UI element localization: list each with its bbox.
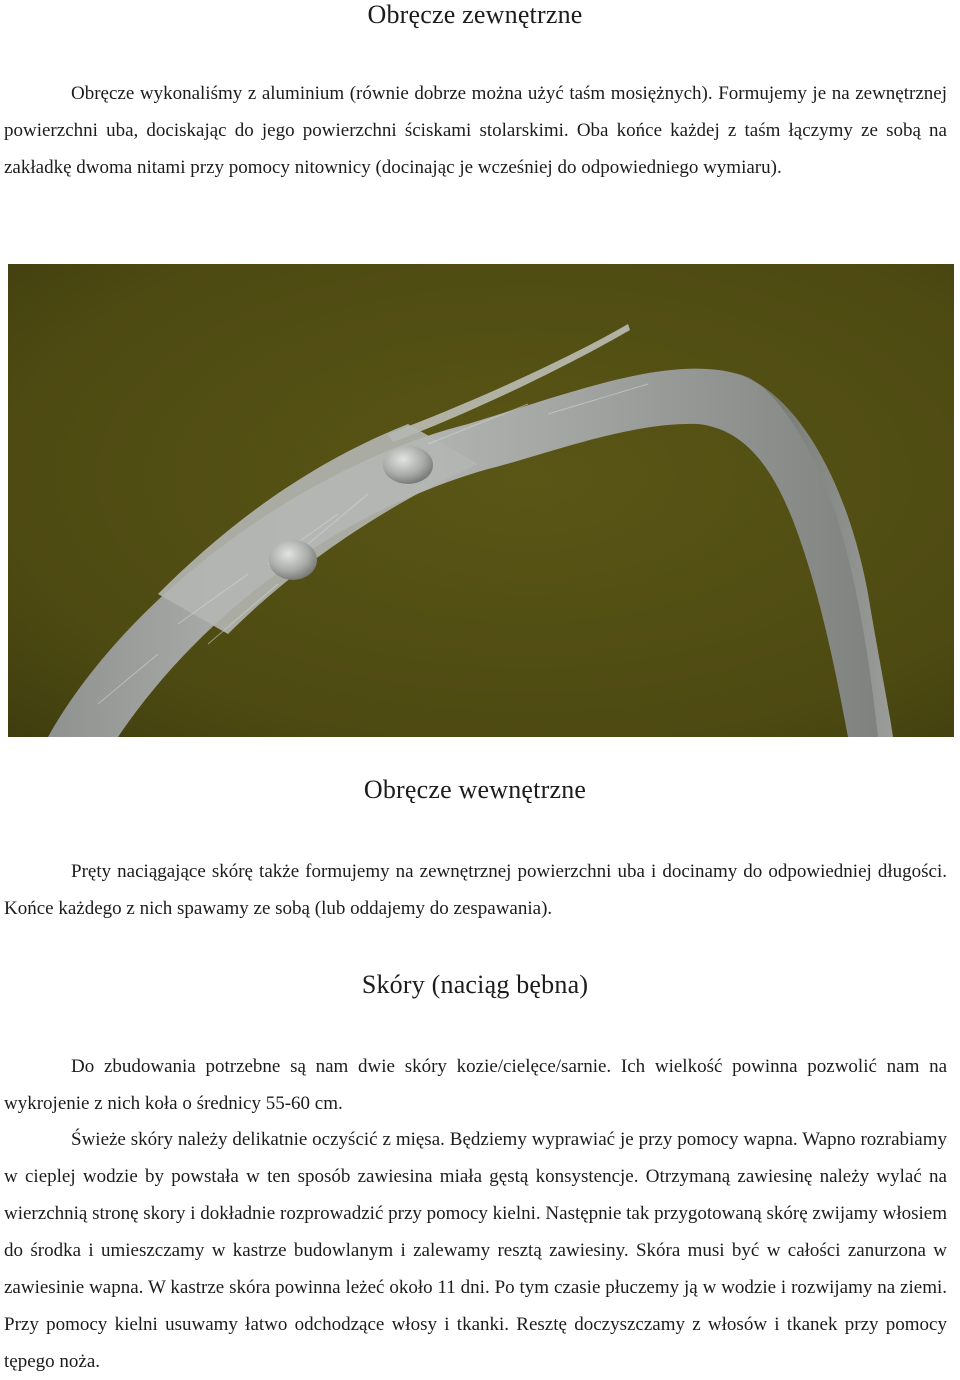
heading-outer-hoops: Obręcze zewnętrzne <box>367 0 583 29</box>
paragraph-inner-hoops-text: Pręty naciągające skórę także formujemy na zewnętrznej powierzchni uba i docinamy do odpowiedniej długości. Końce każdego z nich spawamy ze sobą (lub oddajemy do zespawania). <box>4 861 947 919</box>
paragraph-skins-1 <box>4 1048 947 1122</box>
paragraph-skins-2-text: Świeże skóry należy delikatnie oczyścić z mięsa. Będziemy wyprawiać je przy pomocy wapna. Wapno rozrabiamy w cieplej wodzie by powstała w ten sposób zawiesina miała gęstą konsystencje. Otrzymaną zawiesinę należy wylać na wierzchnią stronę skory i dokładnie rozprowadzić przy pomocy kielni. Następnie tak przygotowaną skórę zwijamy włosiem do środka i umieszczamy w kastrze budowlanym i zalewamy resztą zawiesiny. Skóra musi być w całości zanurzona w zawiesinie wapna. W kastrze skóra powinna leżeć około 11 dni. Po tym czasie płuczemy ją w wodzie i rozwijamy na ziemi. Przy pomocy kielni usuwamy łatwo odchodzące włosy i tkanki. Resztę doczyszczamy z włosów i tkanek przy pomocy tępego noża. <box>4 1129 947 1372</box>
paragraph-outer-hoops <box>4 75 947 186</box>
heading-skins: Skóry (naciąg bębna) <box>361 970 589 999</box>
heading-inner-hoops: Obręcze wewnętrzne <box>363 775 587 804</box>
paragraph-skins-2 <box>4 1121 947 1380</box>
paragraph-skins-1-text: Do zbudowania potrzebne są nam dwie skóry kozie/cielęce/sarnie. Ich wielkość powinna pozwolić nam na wykrojenie z nich koła o średnicy 55-60 cm. <box>4 1056 947 1114</box>
paragraph-outer-hoops-text: Obręcze wykonaliśmy z aluminium (równie dobrze można użyć taśm mosiężnych). Formujemy je na zewnętrznej powierzchni uba, dociskając do jego powierzchni ściskami stolarskimi. Oba końce każdej z taśm łączymy ze sobą na zakładkę dwoma nitami przy pomocy nitownicy (docinając je wcześniej do odpowiedniego wymiaru). <box>4 83 947 178</box>
paragraph-inner-hoops <box>4 853 947 927</box>
aluminium-hoop-photo <box>8 264 954 737</box>
